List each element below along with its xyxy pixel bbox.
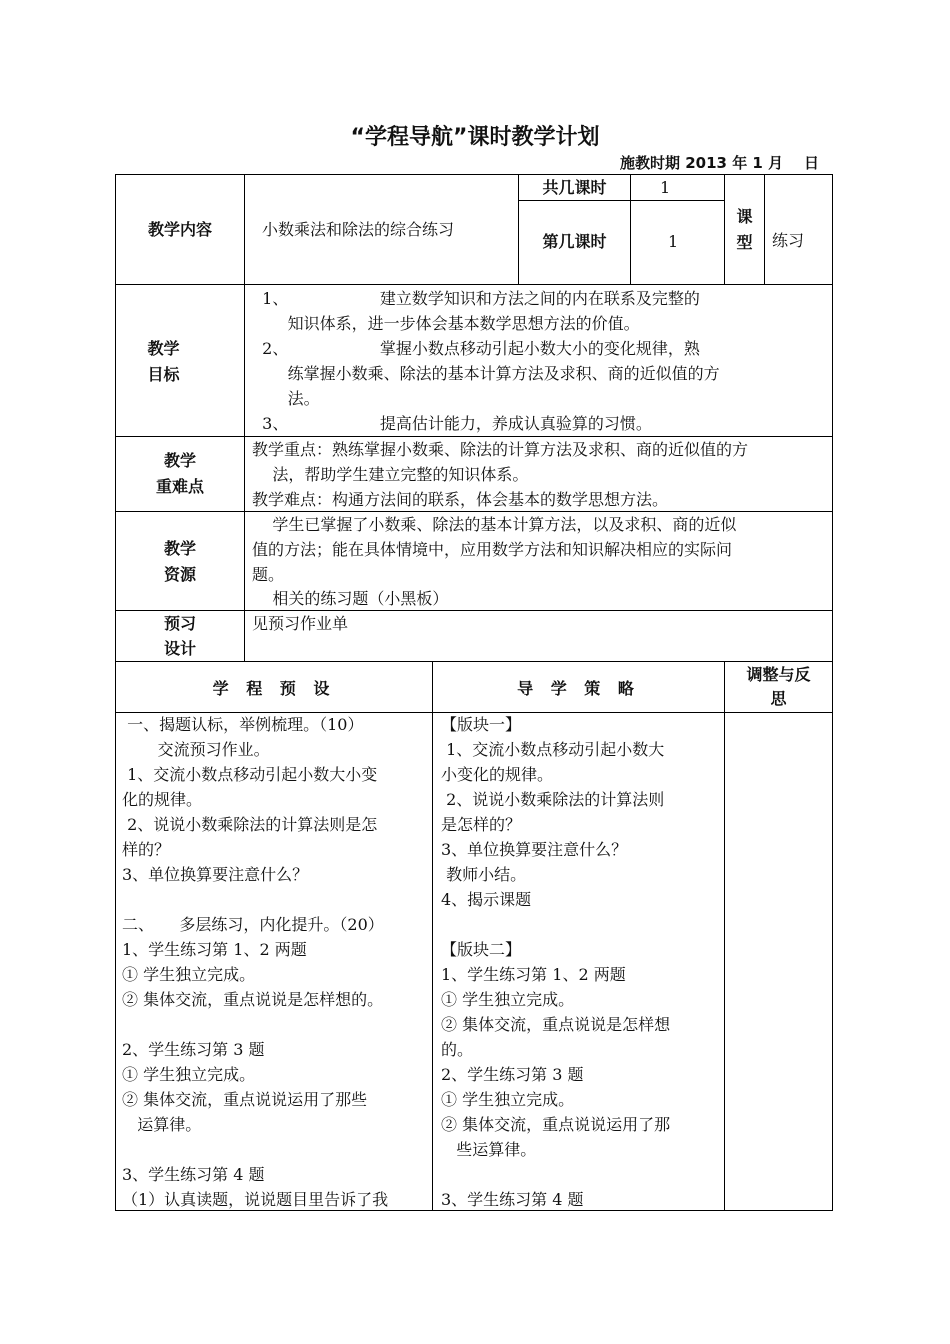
col-divider	[764, 174, 765, 285]
goals-label: 教学	[147, 339, 180, 358]
col-divider	[432, 661, 433, 1211]
lesson-number-value: 1	[668, 232, 679, 251]
process-line: 一、揭题认标，举例梳理。（10）	[122, 715, 364, 734]
process-line: 二、 多层练习，内化提升。（20）	[122, 915, 384, 934]
col-divider	[244, 284, 245, 437]
table-border-top	[115, 174, 833, 175]
strategy-line: 的。	[441, 1040, 474, 1059]
process-line: 样的？	[122, 840, 171, 859]
keypoints-label: 教学	[163, 451, 196, 470]
strategy-line: ② 集体交流，重点说说是怎样想	[441, 1015, 671, 1034]
col-divider	[244, 436, 245, 662]
table-border-right	[832, 174, 833, 1211]
content-value: 小数乘法和除法的综合练习	[262, 220, 455, 239]
resources-label: 资源	[163, 565, 196, 584]
process-line: 3、单位换算要注意什么？	[122, 865, 309, 884]
process-line: 运算律。	[122, 1115, 202, 1134]
strategy-line: 2、学生练习第 3 题	[441, 1065, 584, 1084]
process-line: 1、学生练习第 1、2 两题	[122, 940, 307, 959]
page-title: “学程导航”课时教学计划	[350, 125, 600, 150]
strategy-line: ① 学生独立完成。	[441, 990, 575, 1009]
strategy-line: 是怎样的？	[441, 815, 522, 834]
col-divider	[630, 174, 631, 285]
total-lessons-label: 共几课时	[542, 178, 607, 197]
col-divider	[724, 661, 725, 1211]
process-line: ① 学生独立完成。	[122, 965, 256, 984]
process-line: ① 学生独立完成。	[122, 1065, 256, 1084]
process-line: 1、交流小数点移动引起小数大小变	[122, 765, 378, 784]
goal-line: 3、 提高估计能力，养成认真验算的习惯。	[252, 414, 652, 433]
keypoint-line: 法，帮助学生建立完整的知识体系。	[252, 465, 529, 484]
lesson-type-value: 练习	[772, 231, 805, 250]
goals-label: 目标	[147, 365, 180, 384]
column-header-process: 学 程 预 设	[212, 679, 336, 698]
process-line: 交流预习作业。	[122, 740, 270, 759]
strategy-line: 【版块一】	[441, 715, 522, 734]
strategy-line: 1、交流小数点移动引起小数大	[441, 740, 665, 759]
process-line: ② 集体交流，重点说说是怎样想的。	[122, 990, 384, 1009]
strategy-line: 些运算律。	[441, 1140, 537, 1159]
process-line: 3、学生练习第 4 题	[122, 1165, 265, 1184]
strategy-line: 2、说说小数乘除法的计算法则	[441, 790, 665, 809]
strategy-line: 【版块二】	[441, 940, 522, 959]
preview-value: 见预习作业单	[252, 614, 349, 633]
strategy-line: ① 学生独立完成。	[441, 1090, 575, 1109]
strategy-line: 3、学生练习第 4 题	[441, 1190, 584, 1209]
process-line: （1）认真读题，说说题目里告诉了我	[122, 1190, 389, 1209]
column-header-reflection: 调整与反	[746, 665, 811, 684]
column-header-strategy: 导 学 策 略	[517, 679, 640, 698]
goal-line: 知识体系，进一步体会基本数学思想方法的价值。	[252, 314, 640, 333]
strategy-line: 小变化的规律。	[441, 765, 554, 784]
resources-label: 教学	[163, 539, 196, 558]
column-header-reflection: 思	[770, 689, 787, 708]
lesson-number-label: 第几课时	[542, 232, 607, 251]
resource-line: 相关的练习题（小黑板）	[252, 589, 449, 608]
strategy-line: 4、揭示课题	[441, 890, 532, 909]
teaching-date: 施教时期 2013 年 1 月 日	[620, 154, 819, 172]
content-label: 教学内容	[147, 220, 212, 239]
resource-line: 学生已掌握了小数乘、除法的基本计算方法，以及求积、商的近似	[252, 515, 737, 534]
goal-line: 2、 掌握小数点移动引起小数大小的变化规律，熟	[252, 339, 700, 358]
process-line: 化的规律。	[122, 790, 203, 809]
lesson-type-label: 课	[736, 207, 753, 226]
process-line: 2、学生练习第 3 题	[122, 1040, 265, 1059]
lesson-type-label: 型	[736, 233, 753, 252]
strategy-line: 3、单位换算要注意什么？	[441, 840, 628, 859]
keypoints-label: 重难点	[155, 477, 204, 496]
resource-line: 值的方法；能在具体情境中，应用数学方法和知识解决相应的实际问	[252, 540, 733, 559]
preview-label: 设计	[163, 639, 196, 658]
row-divider	[115, 284, 833, 285]
strategy-line: ② 集体交流，重点说说运用了那	[441, 1115, 671, 1134]
keypoint-line: 教学难点：构通方法间的联系，体会基本的数学思想方法。	[252, 490, 669, 509]
strategy-line: 教师小结。	[441, 865, 527, 884]
resource-line: 题。	[252, 565, 285, 584]
keypoint-line: 教学重点：熟练掌握小数乘、除法的计算方法及求积、商的近似值的方	[252, 440, 749, 459]
process-line: ② 集体交流，重点说说运用了那些	[122, 1090, 368, 1109]
strategy-line: 1、学生练习第 1、2 两题	[441, 965, 626, 984]
process-line: 2、说说小数乘除法的计算法则是怎	[122, 815, 378, 834]
col-divider	[244, 174, 245, 285]
total-lessons-value: 1	[660, 178, 671, 197]
preview-label: 预习	[163, 614, 196, 633]
goal-line: 法。	[252, 389, 320, 408]
goal-line: 1、 建立数学知识和方法之间的内在联系及完整的	[252, 289, 700, 308]
goal-line: 练掌握小数乘、除法的基本计算方法及求积、商的近似值的方	[252, 364, 720, 383]
